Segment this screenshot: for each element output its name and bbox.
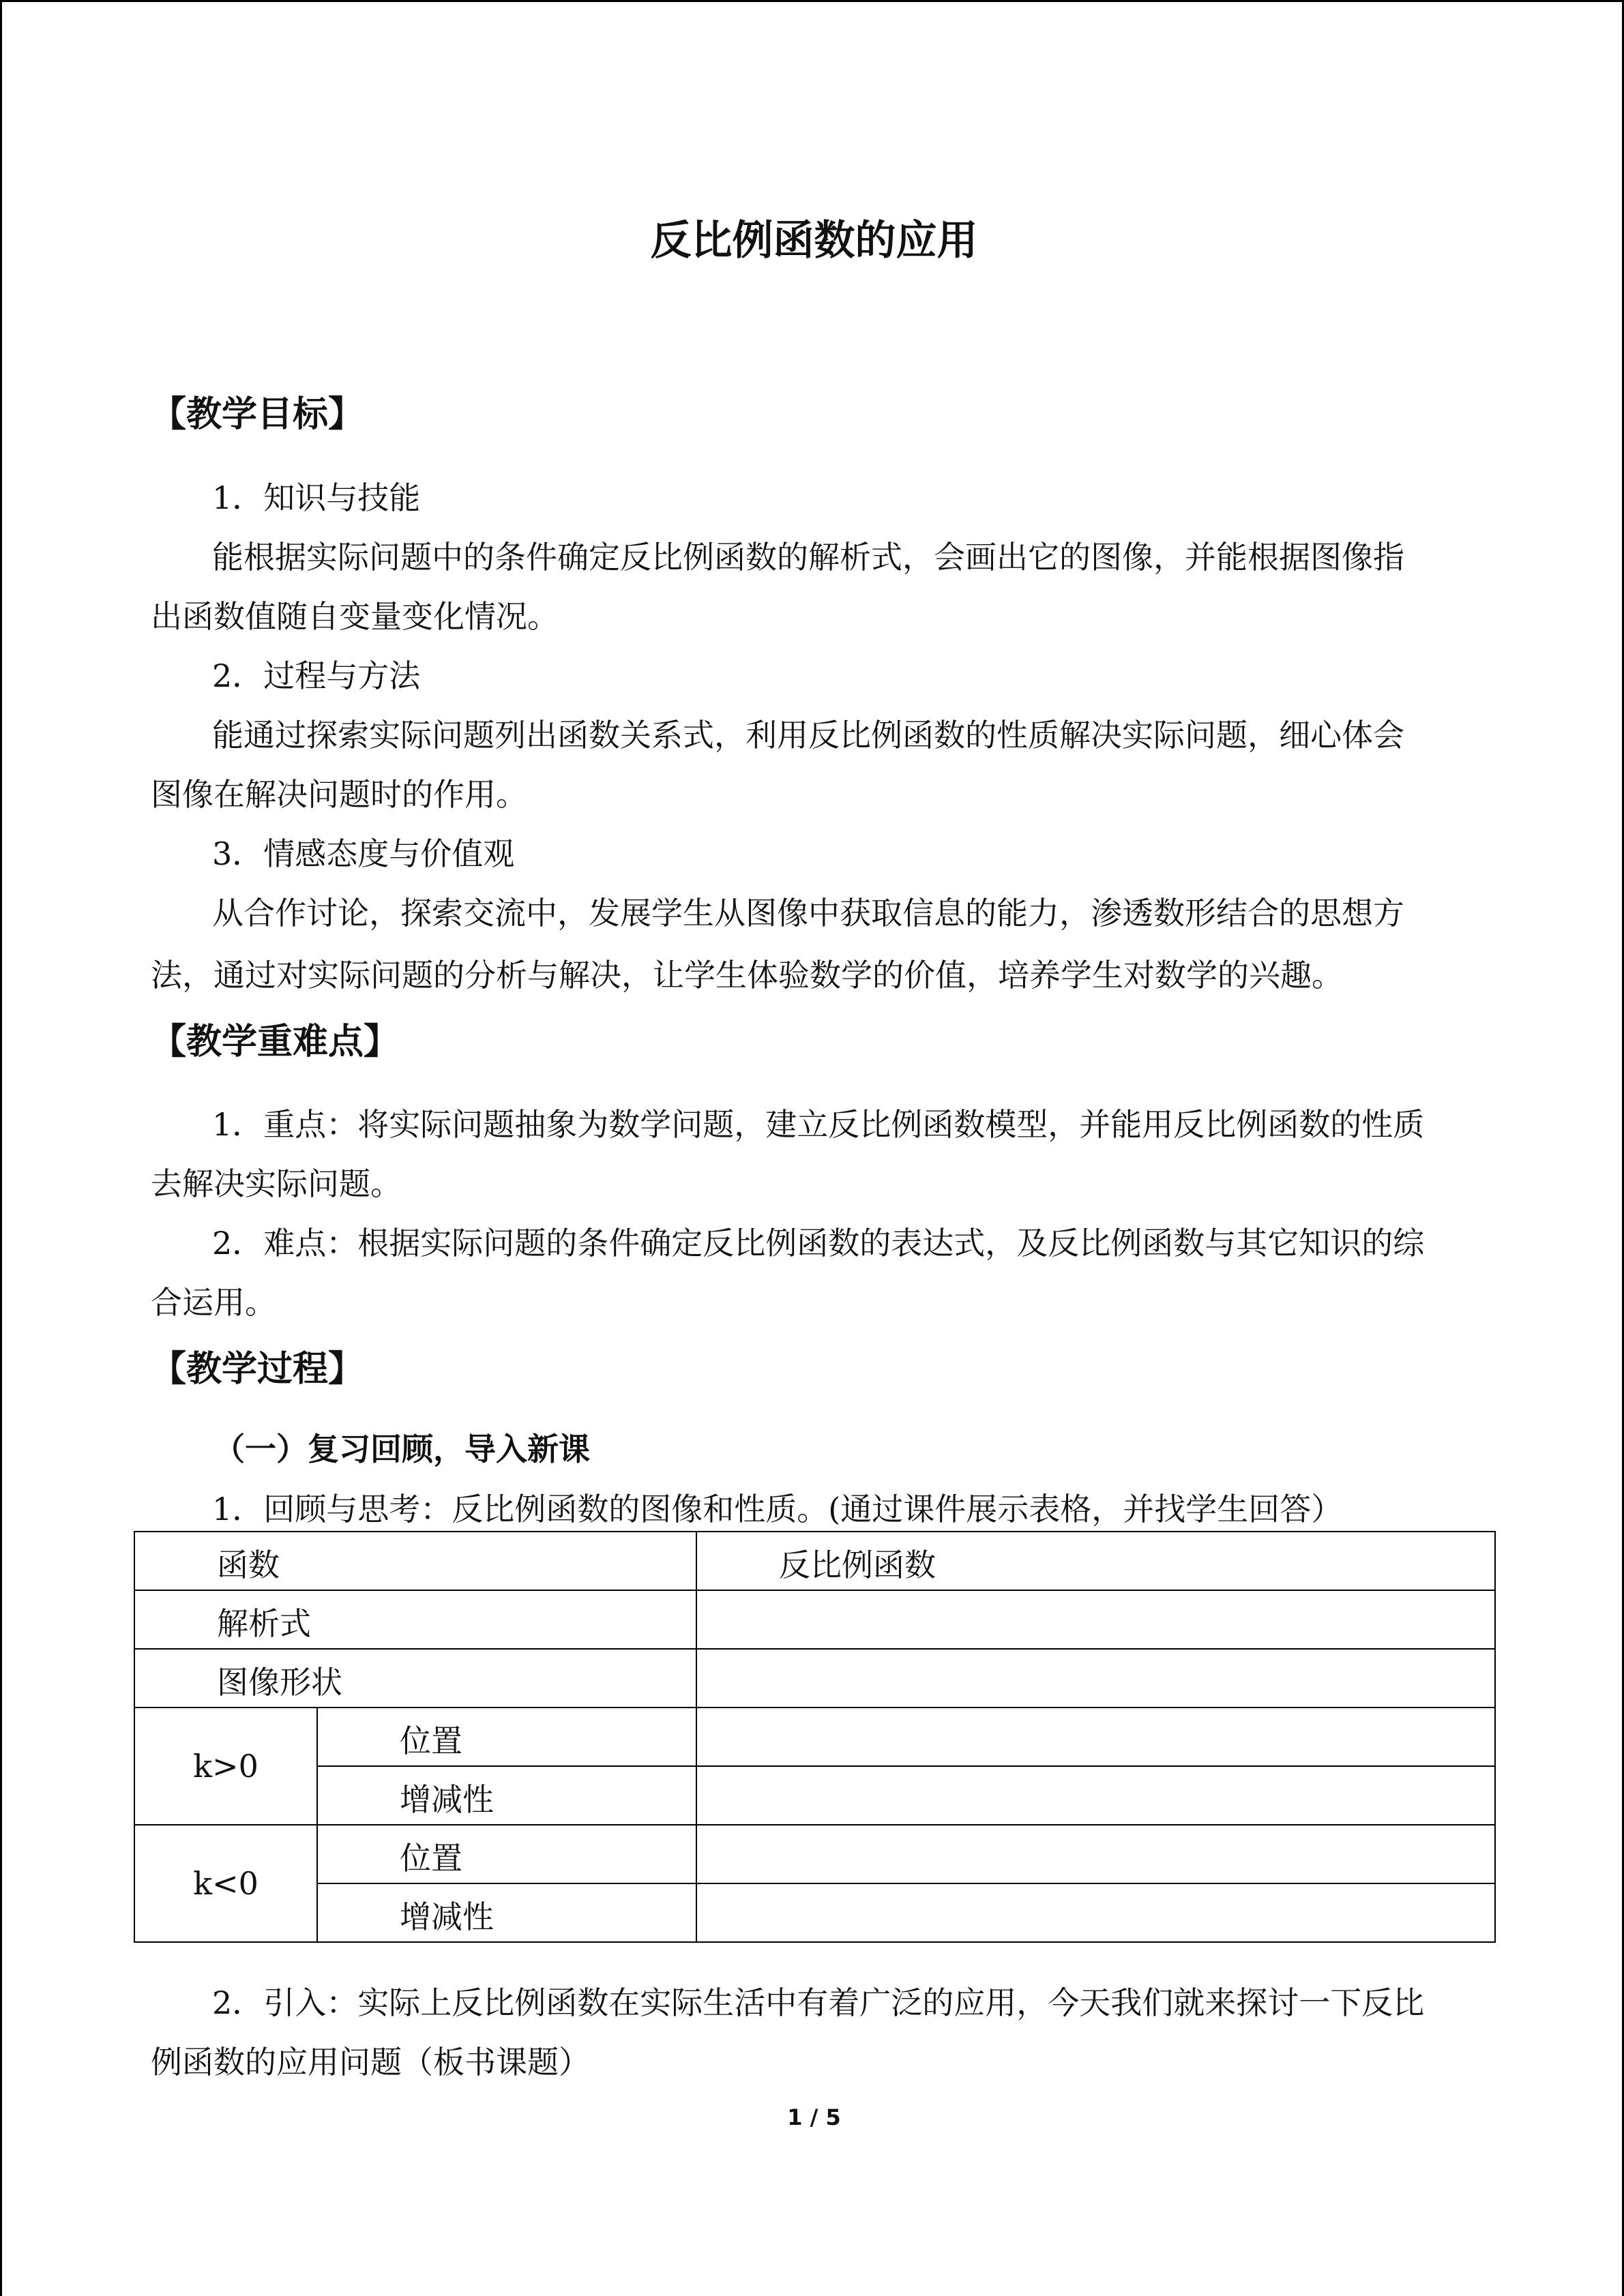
heading-teaching-goals: 【教学目标】 (151, 394, 364, 435)
table-row (134, 1590, 1495, 1649)
table-header-inverse-function: 反比例函数 (696, 1532, 1495, 1590)
table-cell-monotonicity: 增减性 (317, 1766, 696, 1825)
goal-3-title: 3．情感态度与价值观 (212, 835, 515, 872)
table-cell-empty (696, 1649, 1495, 1708)
goal-1-text-line-1: 能根据实际问题中的条件确定反比例函数的解析式，会画出它的图像，并能根据图像指 (212, 539, 1404, 576)
process-part-1-title: （一）复习回顾，导入新课 (213, 1431, 590, 1467)
process-step-2-line-1: 2．引入：实际上反比例函数在实际生活中有着广泛的应用，今天我们就来探讨一下反比 (212, 1984, 1425, 2021)
table-cell-graph-shape: 图像形状 (134, 1649, 696, 1708)
table-cell-empty (696, 1708, 1495, 1766)
goal-2-title: 2．过程与方法 (212, 657, 421, 694)
table-header-function: 函数 (134, 1532, 696, 1590)
table-cell-empty (696, 1766, 1495, 1825)
goal-2-text-line-2: 图像在解决问题时的作用。 (151, 776, 527, 813)
goal-3-text-line-2: 法，通过对实际问题的分析与解决，让学生体验数学的价值，培养学生对数学的兴趣。 (151, 957, 1343, 994)
key-point-2-line-1: 2．难点：根据实际问题的条件确定反比例函数的表达式，及反比例函数与其它知识的综 (212, 1225, 1425, 1262)
table-row (134, 1649, 1495, 1708)
table-cell-position: 位置 (317, 1708, 696, 1766)
table-cell-empty (696, 1883, 1495, 1942)
heading-teaching-process: 【教学过程】 (151, 1349, 364, 1390)
heading-key-points: 【教学重难点】 (151, 1022, 400, 1062)
table-row (134, 1532, 1495, 1590)
key-point-1-line-2: 去解决实际问题。 (151, 1165, 402, 1202)
process-step-1: 1．回顾与思考：反比例函数的图像和性质。(通过课件展示表格，并找学生回答） (212, 1491, 1343, 1527)
table-cell-monotonicity: 增减性 (317, 1883, 696, 1942)
table-row (134, 1825, 1495, 1883)
key-point-2-line-2: 合运用。 (151, 1284, 276, 1321)
table-row (134, 1883, 1495, 1942)
document-title: 反比例函数的应用 (650, 217, 978, 265)
goal-1-text-line-2: 出函数值随自变量变化情况。 (151, 598, 559, 635)
table-cell-empty (696, 1590, 1495, 1649)
table-cell-k-positive: k>0 (134, 1708, 317, 1825)
key-point-1-line-1: 1．重点：将实际问题抽象为数学问题，建立反比例函数模型，并能用反比例函数的性质 (212, 1106, 1425, 1143)
process-step-2-line-2: 例函数的应用问题（板书课题） (151, 2044, 590, 2081)
table-row (134, 1766, 1495, 1825)
table-cell-k-negative: k<0 (134, 1825, 317, 1942)
goal-1-title: 1．知识与技能 (212, 479, 421, 516)
review-table (134, 1531, 1496, 1943)
goal-2-text-line-1: 能通过探索实际问题列出函数关系式，利用反比例函数的性质解决实际问题，细心体会 (212, 717, 1404, 754)
table-cell-formula: 解析式 (134, 1590, 696, 1649)
table-cell-position: 位置 (317, 1825, 696, 1883)
page-number: 1 / 5 (787, 2104, 841, 2130)
table-row (134, 1708, 1495, 1766)
goal-3-text-line-1: 从合作讨论，探索交流中，发展学生从图像中获取信息的能力，渗透数形结合的思想方 (212, 895, 1404, 931)
table-cell-empty (696, 1825, 1495, 1883)
